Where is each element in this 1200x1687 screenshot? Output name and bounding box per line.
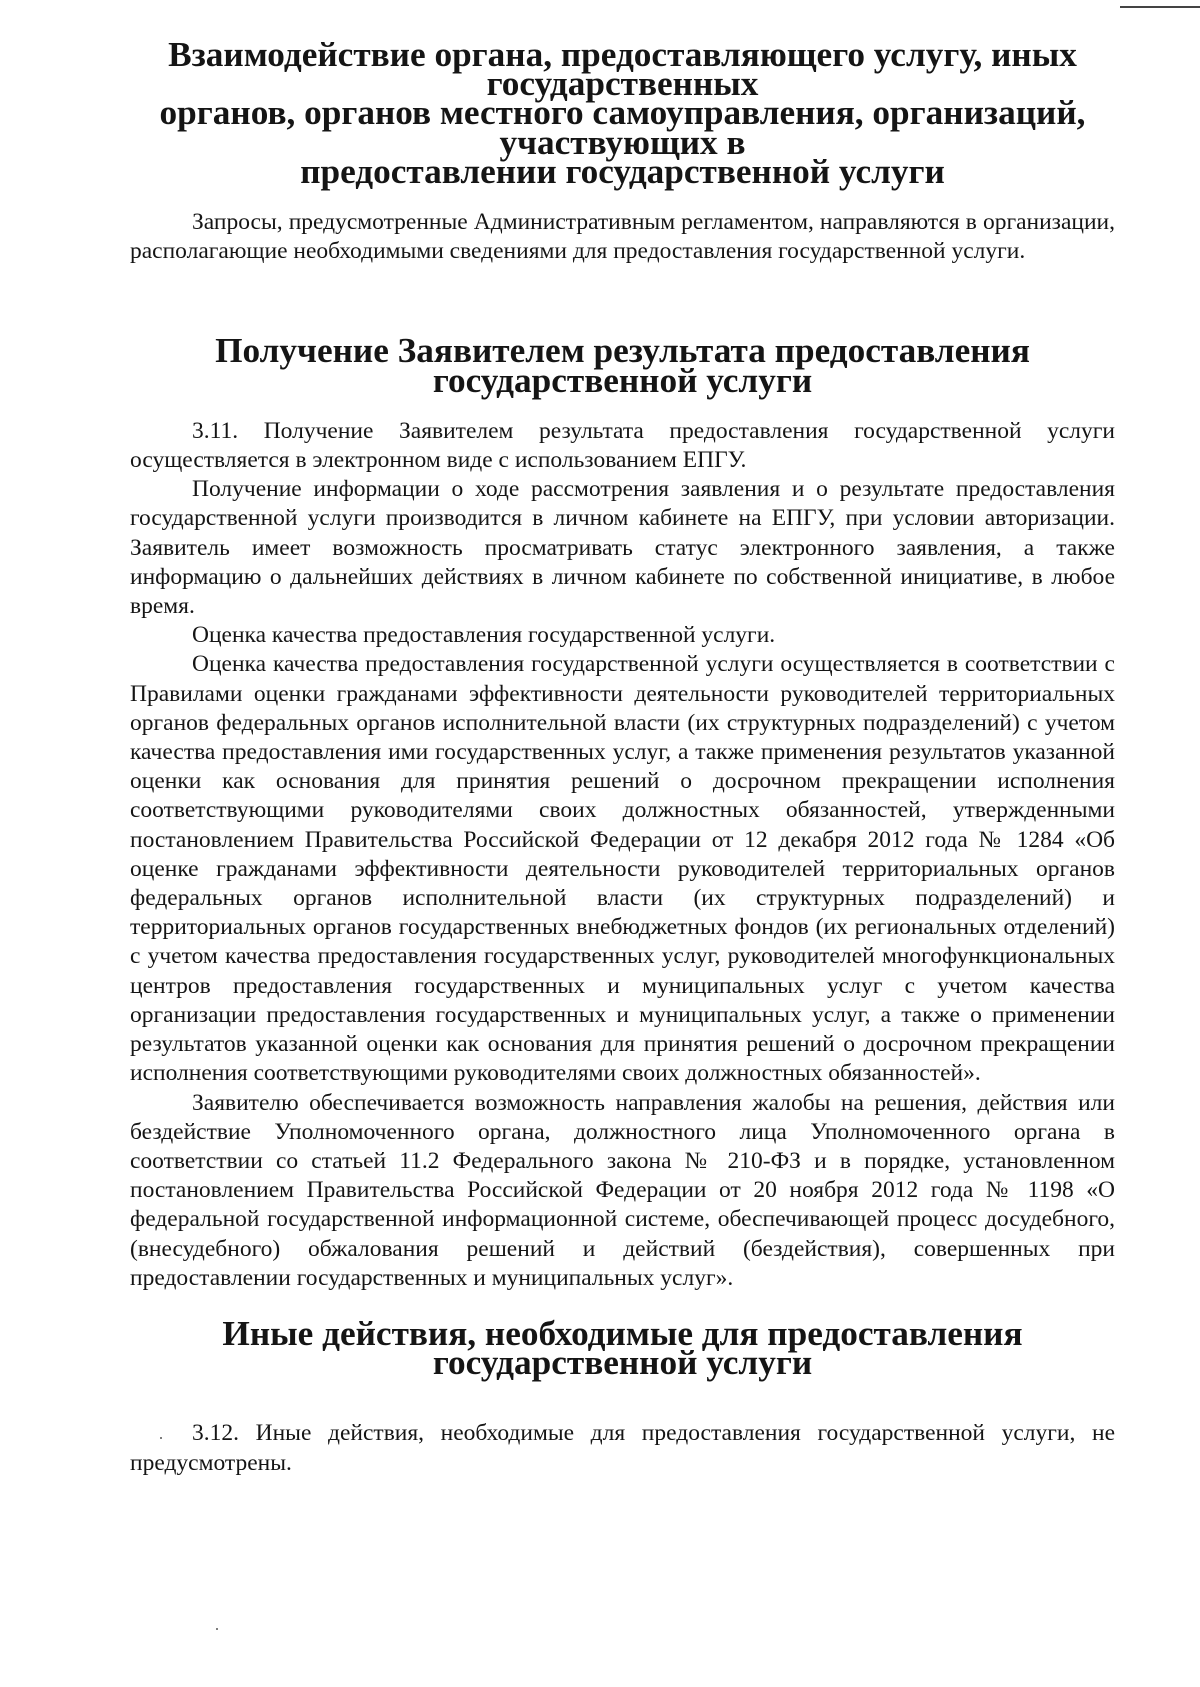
paragraph-3-12: 3.12. Иные действия, необходимые для предоставления государственной услуги, не предусмотрены. xyxy=(130,1420,1115,1476)
paragraph-3-11: 3.11. Получение Заявителем результата предоставления государственной услуги осуществляется в электронном виде с использованием ЕПГУ. xyxy=(130,417,1115,474)
paragraph-quality-title: Оценка качества предоставления государственной услуги. xyxy=(192,622,776,649)
paragraph-complaint: Заявителю обеспечивается возможность направления жалобы на решения, действия или бездействие Уполномоченного органа, должностного лица Уполномоченного органа в соответствии со статьей 11.2 Федерального закона № 210-ФЗ и в порядке, установленном постановлением Правительства Российской Федерации от 20 ноября 2012 года № 1198 «О федеральной государственной информационной системе, обеспечивающей процесс досудебного, (внесудебного) обжалования решений и действий (бездействия), совершенных при предоставлении государственных и муниципальных услуг». xyxy=(130,1089,1115,1291)
paragraph-info-progress: Получение информации о ходе рассмотрения заявления и о результате предоставления государственной услуги производится в личном кабинете на ЕПГУ, при условии авторизации. Заявитель имеет возможность просматривать статус электронного заявления, а также информацию о дальнейших действиях в личном кабинете по собственной инициативе, в любое время. xyxy=(130,476,1115,620)
scan-edge-line xyxy=(1120,6,1200,8)
heading-line: Взаимодействие органа, предоставляющего услугу, иных государственных xyxy=(168,35,1077,104)
section-heading-result xyxy=(130,331,1115,400)
section-heading-other-actions xyxy=(130,1313,1115,1383)
heading-line: Получение Заявителем результата предоставления xyxy=(215,331,1030,371)
document-page xyxy=(130,35,1115,1478)
heading-line: Иные действия, необходимые для предоставления xyxy=(222,1313,1023,1353)
scan-speck xyxy=(160,1437,162,1439)
heading-line: предоставлении государственной услуги xyxy=(300,151,945,191)
paragraph-quality-rules: Оценка качества предоставления государственной услуги осуществляется в соответствии с Правилами оценки гражданами эффективности деятельности руководителей территориальных органов федеральных органов исполнительной власти (их структурных подразделений) с учетом качества предоставления ими государственных услуг, а также применения результатов указанной оценки как основания для принятия решений о досрочном прекращении исполнения соответствующими руководителями своих должностных обязанностей, утвержденными постановлением Правительства Российской Федерации от 12 декабря 2012 года № 1284 «Об оценке гражданами эффективности деятельности руководителей территориальных органов федеральных органов исполнительной власти (их структурных подразделений) и территориальных органов государственных внебюджетных фондов (их региональных отделений) с учетом качества предоставления государственных услуг, руководителей многофункциональных центров предоставления государственных и муниципальных услуг с учетом качества организации предоставления государственных и муниципальных услуг, а также о применении результатов указанной оценки как основания для принятия решений о досрочном прекращении исполнения соответствующими руководителями своих должностных обязанностей». xyxy=(130,651,1115,1087)
scan-speck xyxy=(216,1628,218,1630)
heading-line: государственной услуги xyxy=(432,360,813,400)
section-heading-interaction xyxy=(130,35,1115,191)
heading-line: государственной услуги xyxy=(432,1343,813,1383)
heading-line: органов, органов местного самоуправления, организаций, участвующих в xyxy=(159,93,1086,162)
paragraph-requests: Запросы, предусмотренные Административным регламентом, направляются в организации, располагающие необходимыми сведениями для предоставления государственной услуги. xyxy=(130,209,1115,265)
